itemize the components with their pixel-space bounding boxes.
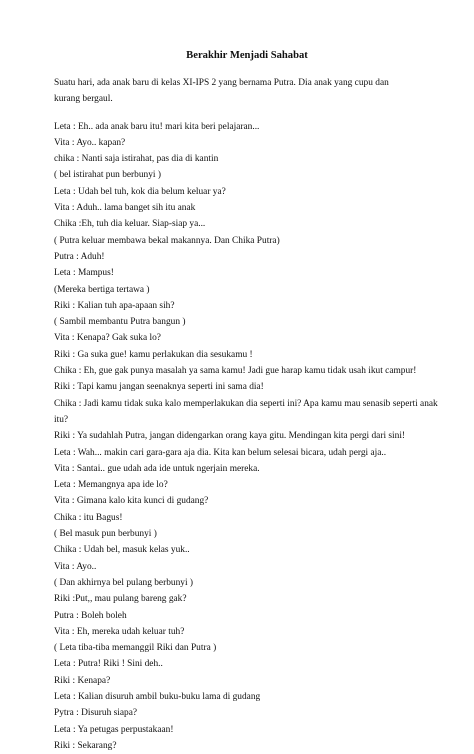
dialogue-line: Pytra : Disuruh siapa? <box>54 708 138 719</box>
dialogue-line: ( Bel masuk pun berbunyi ) <box>54 529 157 540</box>
dialogue-line: Leta : Kalian disuruh ambil buku-buku lama di gudang <box>54 691 261 702</box>
dialogue-lines <box>54 119 444 754</box>
dialogue-line: Riki : Kalian tuh apa-apaan sih? <box>54 300 175 311</box>
dialogue-line: Riki : Ya sudahlah Putra, jangan didengarkan orang kaya gitu. Mendingan kita pergi dari sini! <box>54 431 406 442</box>
dialogue-line: Chika : Jadi kamu tidak suka kalo memperlakukan dia seperti ini? Apa kamu mau senasib seperti anak itu? <box>54 398 438 425</box>
dialogue-line: Chika : itu Bagus! <box>54 512 123 523</box>
dialogue-line: ( Dan akhirnya bel pulang berbunyi ) <box>54 577 194 588</box>
dialogue-line: Leta : Ya petugas perpustakaan! <box>54 724 174 735</box>
dialogue-line: Putra : Aduh! <box>54 251 105 262</box>
dialogue-line: Vita : Aduh.. lama banget sih itu anak <box>54 203 196 214</box>
dialogue-line: Leta : Mampus! <box>54 268 114 279</box>
dialogue-line: ( Sambil membantu Putra bangun ) <box>54 317 186 328</box>
dialogue-line: Riki : Kenapa? <box>54 675 111 686</box>
dialogue-line: Leta : Udah bel tuh, kok dia belum keluar ya? <box>54 186 226 197</box>
dialogue-line: Vita : Santai.. gue udah ada ide untuk ngerjain mereka. <box>54 463 260 474</box>
dialogue-line: Chika :Eh, tuh dia keluar. Siap-siap ya... <box>54 219 206 230</box>
dialogue-line: ( bel istirahat pun berbunyi ) <box>54 170 162 181</box>
dialogue-line: Vita : Eh, mereka udah keluar tuh? <box>54 626 185 637</box>
dialogue-line: ( Putra keluar membawa bekal makannya. Dan Chika Putra) <box>54 235 280 246</box>
dialogue-line: Vita : Ayo.. kapan? <box>54 137 126 148</box>
intro-paragraph: Suatu hari, ada anak baru di kelas XI-IPS 2 yang bernama Putra. Dia anak yang cupu dan kurang bergaul. <box>54 78 389 105</box>
dialogue-line: Riki : Tapi kamu jangan seenaknya seperti ini sama dia! <box>54 382 264 393</box>
dialogue-line: Vita : Kenapa? Gak suka lo? <box>54 333 161 344</box>
dialogue-line: Riki : Ga suka gue! kamu perlakukan dia sesukamu ! <box>54 349 253 360</box>
dialogue-line: Vita : Gimana kalo kita kunci di gudang? <box>54 496 209 507</box>
dialogue-line: Leta : Memangnya apa ide lo? <box>54 480 168 491</box>
dialogue-line: chika : Nanti saja istirahat, pas dia di kantin <box>54 154 219 165</box>
dialogue-line: Chika : Udah bel, masuk kelas yuk.. <box>54 545 190 556</box>
dialogue-line: Vita : Ayo.. <box>54 561 97 572</box>
dialogue-line: Leta : Wah... makin cari gara-gara aja dia. Kita kan belum selesai bicara, udah pergi aja.. <box>54 447 387 458</box>
dialogue-line: Riki : Sekarang? <box>54 740 117 751</box>
dialogue-line: (Mereka bertiga tertawa ) <box>54 284 150 295</box>
dialogue-line: Leta : Putra! Riki ! Sini deh.. <box>54 659 163 670</box>
dialogue-line: Riki :Put,, mau pulang bareng gak? <box>54 594 187 605</box>
dialogue-line: Putra : Boleh boleh <box>54 610 127 621</box>
document-title: Berakhir Menjadi Sahabat <box>186 50 308 61</box>
dialogue-line: ( Leta tiba-tiba memanggil Riki dan Putra ) <box>54 643 217 654</box>
dialogue-line: Chika : Eh, gue gak punya masalah ya sama kamu! Jadi gue harap kamu tidak usah ikut campur! <box>54 366 417 377</box>
dialogue-line: Leta : Eh.. ada anak baru itu! mari kita beri pelajaran... <box>54 121 260 132</box>
